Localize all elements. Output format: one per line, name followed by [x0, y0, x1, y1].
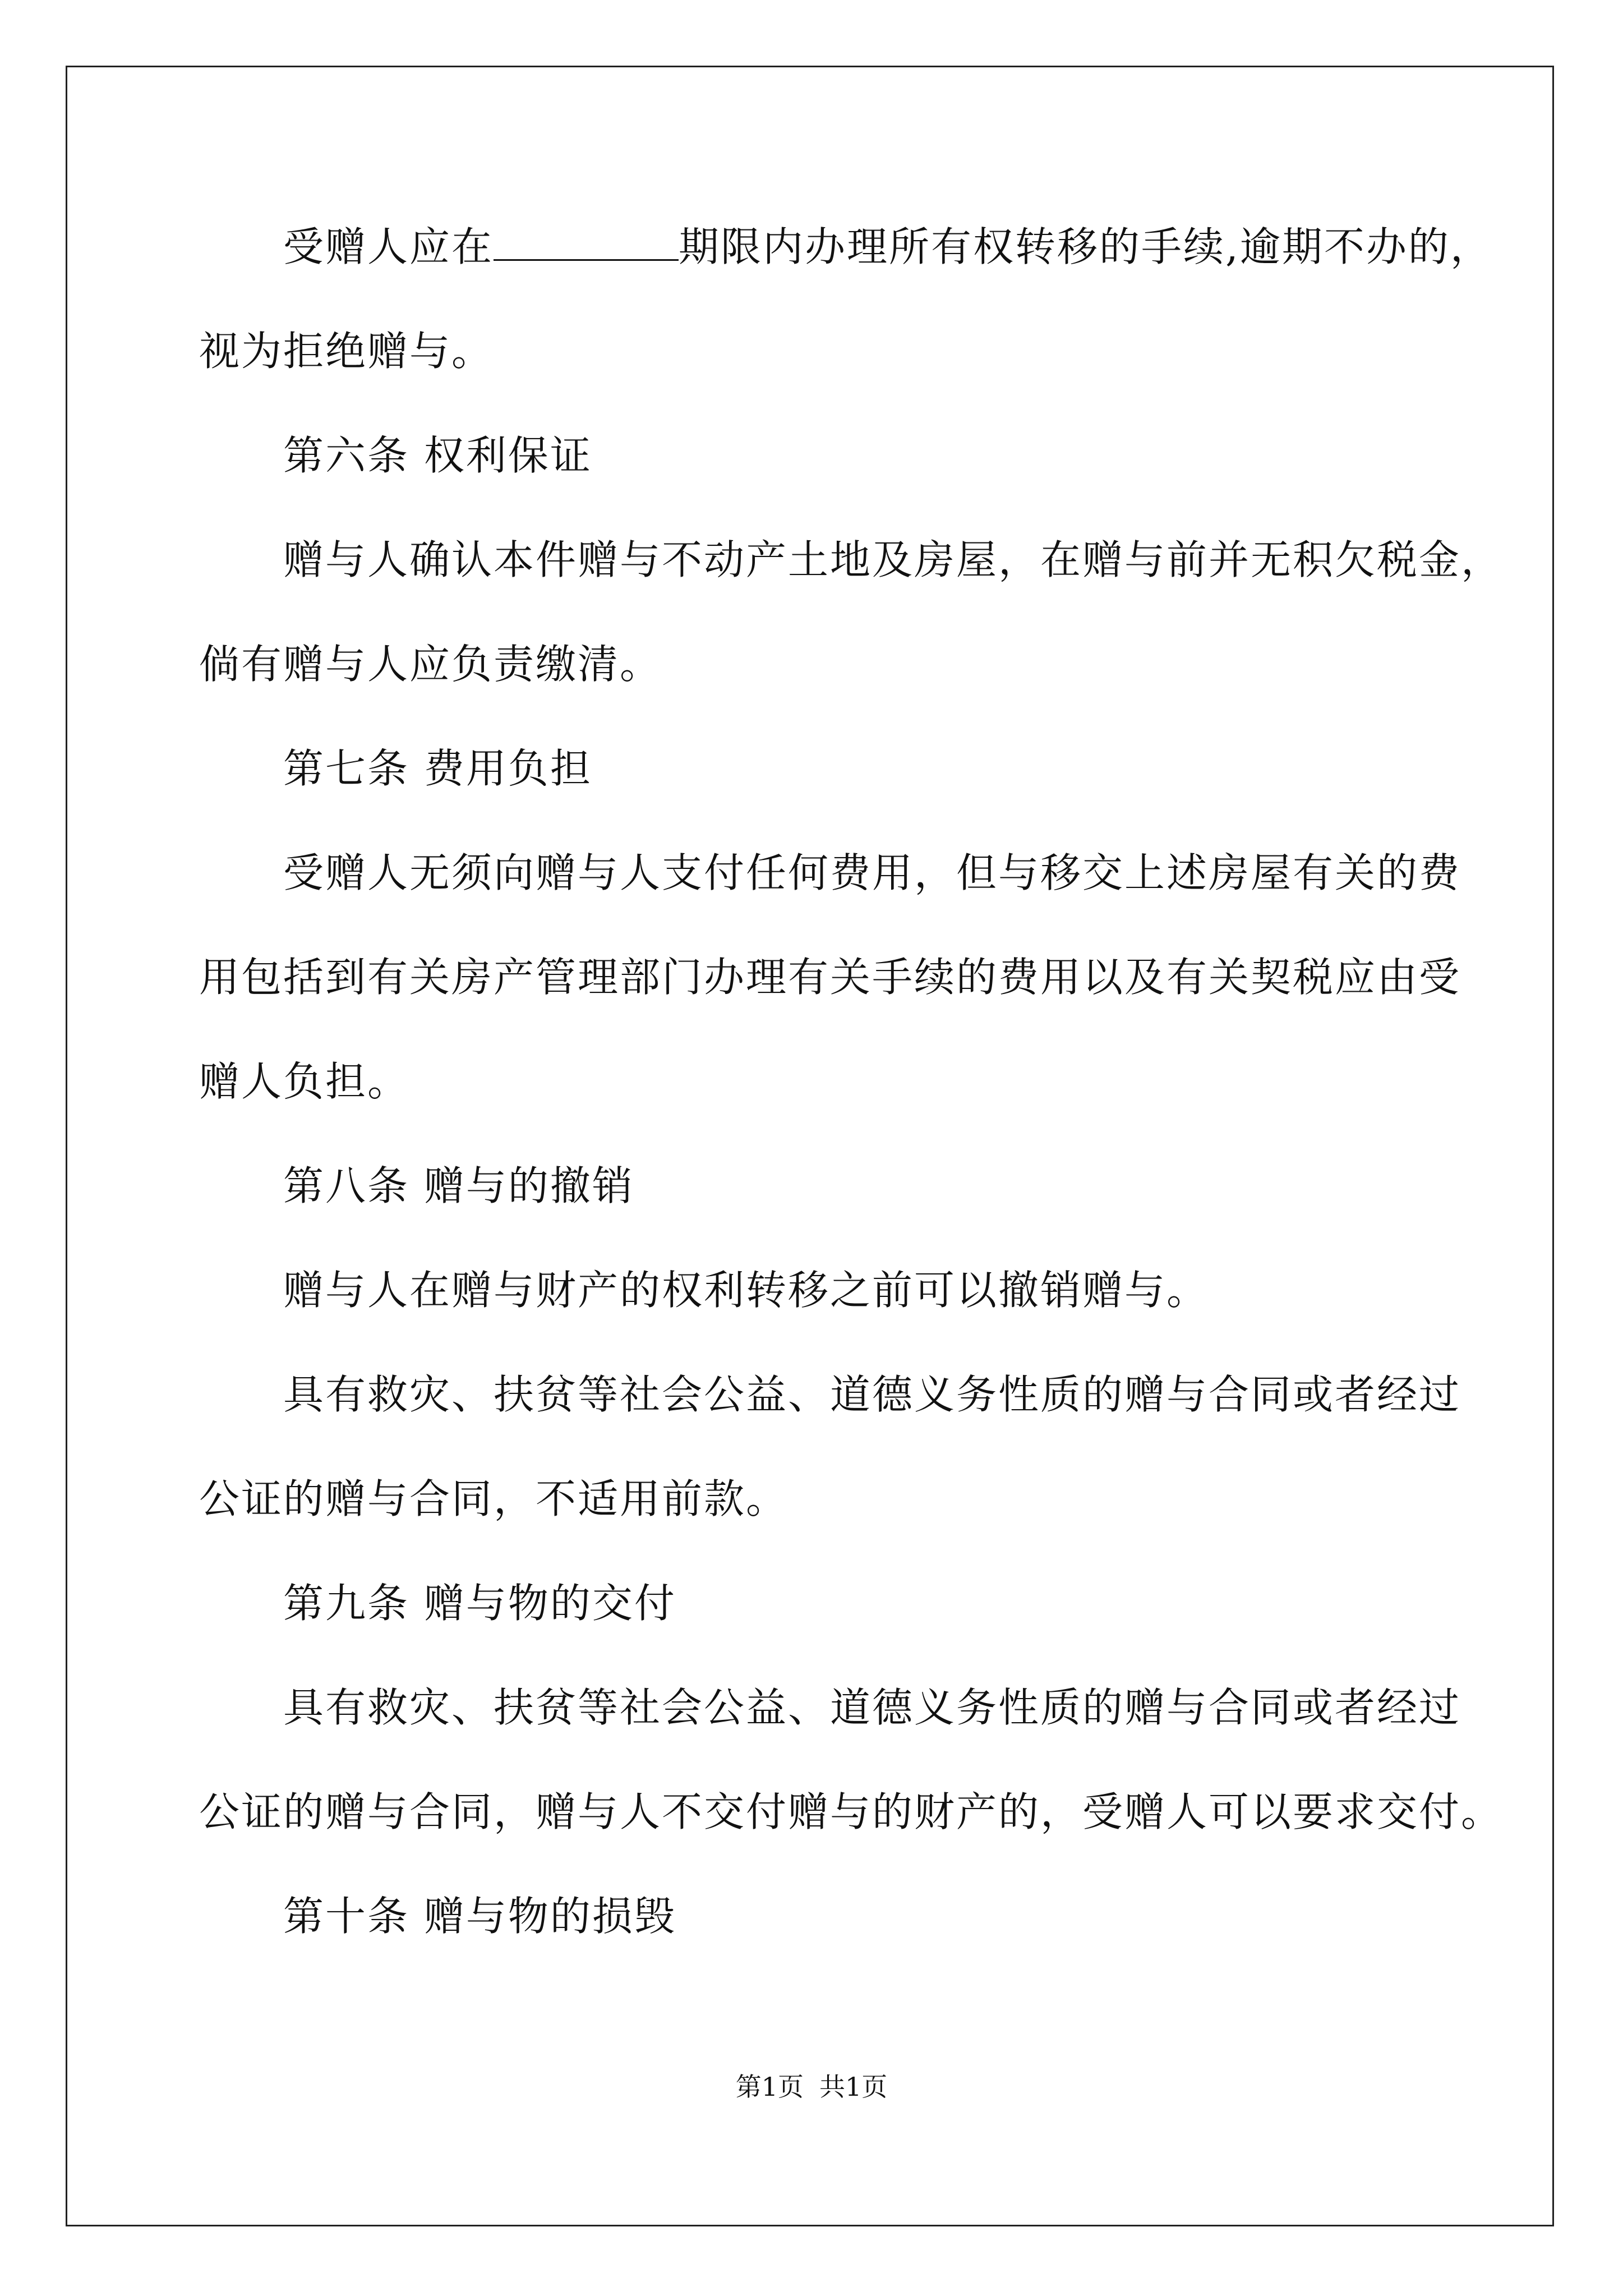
- paragraph-line: 具有救灾、扶贫等社会公益、道德义务性质的赠与合同或者经过: [283, 1371, 1461, 1418]
- paragraph-line: 倘有赠与人应负责缴清。: [199, 641, 662, 688]
- article-heading: 第九条 赠与物的交付: [283, 1580, 676, 1627]
- article-heading: 第八条 赠与的撤销: [283, 1162, 634, 1209]
- paragraph-line: 具有救灾、扶贫等社会公益、道德义务性质的赠与合同或者经过: [283, 1684, 1461, 1731]
- page-footer: [0, 2070, 1623, 2104]
- text-after-blank: 期限内办理所有权转移的手续,逾期不办的，: [679, 223, 1492, 270]
- article-heading: 第六条 权利保证: [283, 432, 592, 479]
- fill-in-blank: [494, 219, 679, 261]
- paragraph-line: 受赠人无须向赠与人支付任何费用，但与移交上述房屋有关的费: [283, 849, 1461, 896]
- paragraph-line: 公证的赠与合同，不适用前款。: [199, 1475, 789, 1522]
- paragraph-line: 赠与人在赠与财产的权利转移之前可以撤销赠与。: [283, 1267, 1209, 1314]
- paragraph-line: 视为拒绝赠与。: [199, 328, 494, 375]
- article-heading: 第七条 费用负担: [283, 745, 592, 792]
- article-heading: 第十条 赠与物的损毁: [283, 1893, 676, 1940]
- paragraph-line: 用包括到有关房产管理部门办理有关手续的费用以及有关契税应由受: [199, 954, 1461, 1001]
- paragraph-line: 赠人负担。: [199, 1058, 410, 1105]
- paragraph-line: 公证的赠与合同，赠与人不交付赠与的财产的，受赠人可以要求交付。: [199, 1788, 1504, 1835]
- paragraph-line: 赠与人确认本件赠与不动产土地及房屋，在赠与前并无积欠税金，: [283, 536, 1504, 583]
- text-before-blank: 受赠人应在: [283, 223, 494, 270]
- paragraph-line: [283, 219, 1492, 275]
- page-total: 共1页: [819, 2072, 888, 2102]
- page-number: 第1页: [735, 2072, 804, 2102]
